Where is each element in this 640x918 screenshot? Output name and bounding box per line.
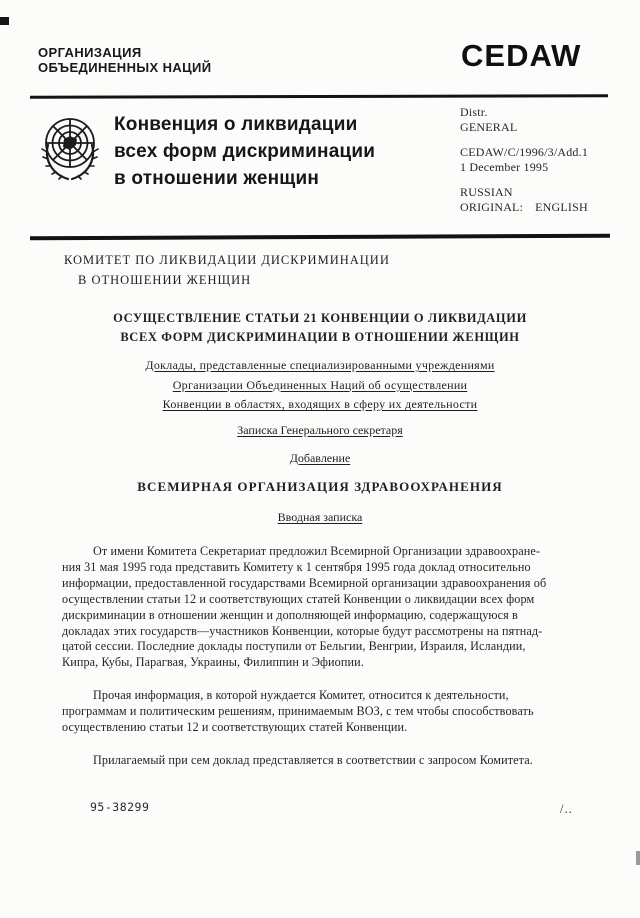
reports-subheading-line2: Организации Объединенных Наций об осуществлении [172, 377, 468, 392]
paragraph [62, 753, 582, 769]
document-series-acronym: CEDAW [461, 38, 582, 73]
addendum-text: Добавление [289, 451, 351, 465]
convention-title-line1: Конвенция о ликвидации [114, 114, 358, 135]
who-heading: ВСЕМИРНАЯ ОРГАНИЗАЦИЯ ЗДРАВООХРАНЕНИЯ [137, 479, 503, 494]
un-organization-name [38, 45, 212, 75]
scan-artifact [0, 17, 9, 25]
horizontal-rule-top [30, 94, 608, 99]
paragraph-line: осуществлению статьи 12 и соответствующих статей Конвенции. [62, 720, 408, 735]
original-label: ORIGINAL: [460, 199, 524, 214]
committee-name-line1: КОМИТЕТ ПО ЛИКВИДАЦИИ ДИСКРИМИНАЦИИ [64, 253, 390, 267]
continuation-mark: /.. [560, 802, 573, 816]
paragraph-line: дискриминации в отношении женщин и дополняющей информацию, содержащуюся в [62, 607, 518, 622]
reports-subheading [30, 356, 610, 415]
secretary-general-note-text: Записка Генерального секретаря [237, 423, 403, 437]
paragraph-line: Прочая информация, в которой нуждается Комитет, относится к деятельности, [93, 688, 509, 703]
paragraph-line: цатой сессии. Последние доклады поступили от Бельгии, Венгрии, Израиля, Исландии, [62, 639, 526, 654]
document-date: 1 December 1995 [460, 159, 549, 174]
convention-title-line2: всех форм дискриминации [114, 141, 376, 162]
paragraph [62, 544, 582, 671]
introductory-note-text: Вводная записка [277, 510, 363, 524]
convention-title [114, 111, 375, 192]
org-name-line1: ОРГАНИЗАЦИЯ [38, 45, 142, 60]
committee-name-line2: В ОТНОШЕНИИ ЖЕНЩИН [78, 273, 252, 287]
scan-artifact [636, 851, 640, 865]
paragraph-line: ния 31 мая 1995 года представить Комитету к 1 сентября 1995 года доклад относительно [62, 559, 531, 574]
original-language-line [460, 200, 588, 215]
reports-subheading-line1: Доклады, представленные специализированными учреждениями [145, 358, 495, 372]
spacer [460, 174, 588, 185]
paragraph-line: информации, предоставленной государствами Всемирной организации здравоохранения об [62, 575, 547, 590]
paragraph-line: осуществлении статьи 12 и соответствующих статей Конвенции о ликвидации всех форм [62, 591, 535, 606]
paragraph-line: От имени Комитета Секретариат предложил Всемирной Организации здравоохране- [93, 544, 541, 558]
document-body [62, 544, 582, 786]
paragraph-line: докладах этих государств—участников Конвенции, которые будут рассмотрены на пятнад- [62, 623, 543, 638]
secretary-general-note-heading [30, 423, 610, 438]
document-symbol: CEDAW/C/1996/3/Add.1 [460, 145, 589, 159]
reports-subheading-line3: Конвенции в областях, входящих в сферу их деятельности [162, 397, 478, 411]
addendum-heading [30, 451, 610, 466]
horizontal-rule-divider [30, 234, 610, 241]
un-emblem-icon [41, 116, 99, 188]
paragraph-line: Прилагаемый при сем доклад представляется в соответствии с запросом Комитета. [93, 752, 533, 767]
spacer [460, 134, 588, 145]
distribution-block [460, 105, 588, 214]
implementation-heading [30, 309, 610, 347]
paragraph-line: программам и политическим решениям, принимаемым ВОЗ, с тем чтобы способствовать [62, 704, 534, 719]
document-language: RUSSIAN [460, 185, 513, 199]
org-name-line2: ОБЪЕДИНЕННЫХ НАЦИЙ [38, 60, 212, 75]
paragraph [62, 688, 582, 736]
committee-name [64, 250, 390, 290]
distr-value: GENERAL [460, 119, 518, 134]
introductory-note-heading [30, 510, 610, 525]
implementation-heading-line2: ВСЕХ ФОРМ ДИСКРИМИНАЦИИ В ОТНОШЕНИИ ЖЕНЩИН [120, 330, 520, 344]
job-number: 95-38299 [90, 800, 150, 814]
original-value: ENGLISH [535, 199, 588, 214]
distr-label: Distr. [460, 105, 488, 119]
implementation-heading-line1: ОСУЩЕСТВЛЕНИЕ СТАТЬИ 21 КОНВЕНЦИИ О ЛИКВИДАЦИИ [113, 311, 527, 325]
paragraph-line: Кипра, Кубы, Парагвая, Украины, Филиппин и Эфиопии. [62, 655, 364, 670]
convention-title-line3: в отношении женщин [114, 168, 320, 189]
